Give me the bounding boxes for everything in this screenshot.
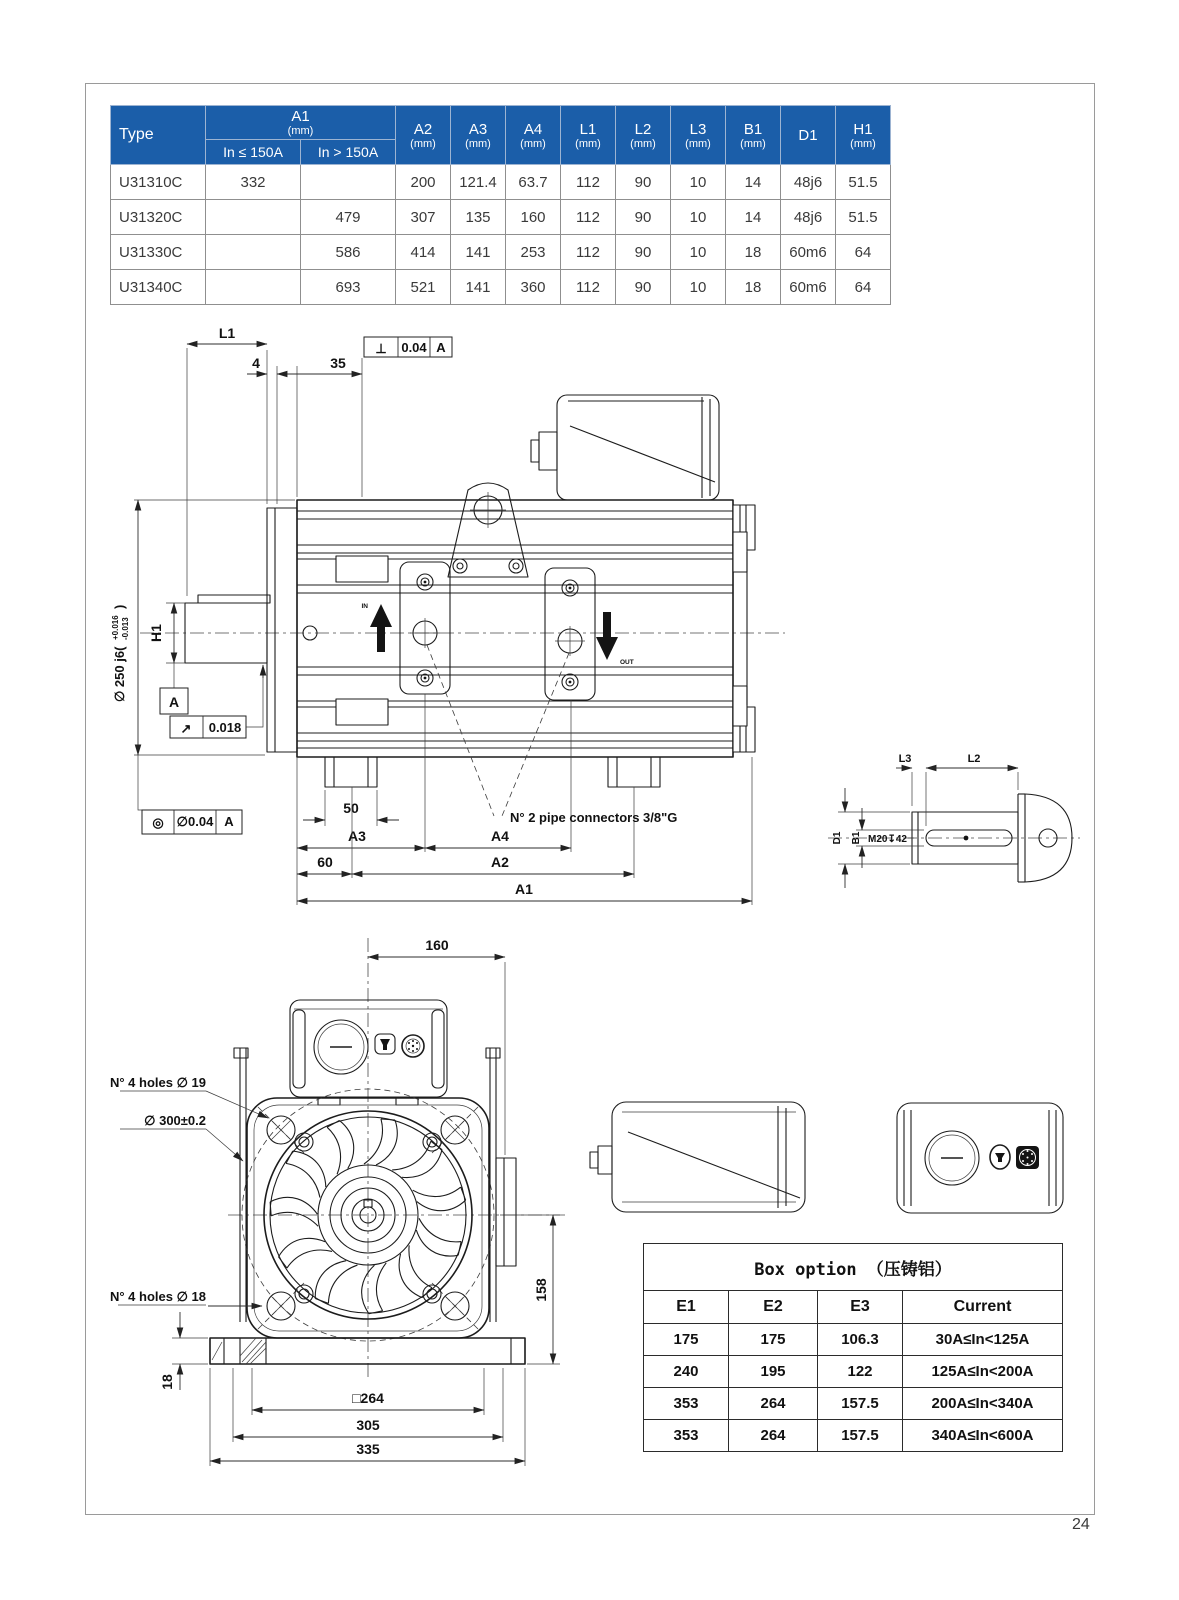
dim-l3-label: L3 [898,753,912,765]
table-row: 353 264 157.5 340A≤In<600A [644,1420,1063,1452]
cell-type: U31310C [111,165,206,200]
pipe-connector-plates [400,562,595,700]
col-header-a1 [206,106,396,140]
a1-unit: (mm) [287,124,314,137]
datum-a-label: A [168,694,180,710]
table-row: 240 195 122 125A≤In<200A [644,1356,1063,1388]
lifting-lug [448,483,528,577]
side-view-dimensions [111,325,752,905]
shaft-tolerance-upper: +0.016 [111,615,120,640]
tolerance-perpendicularity-symbol: ⊥ [375,341,387,356]
cell-type: U31330C [111,235,206,270]
dim-35-label: 35 [330,355,346,371]
box-option-title: Box option （压铸铝） [644,1244,1063,1291]
tolerance-perpendicularity-datum: A [436,340,446,355]
mounting-feet [325,757,660,787]
terminal-box-front-detail [897,1103,1063,1213]
col-header-l2: L2 (mm) [616,106,671,165]
motor-rear-end [733,505,755,752]
concentricity-value: ∅0.04 [176,814,214,829]
table-row: 175 175 106.3 30A≤In<125A [644,1324,1063,1356]
dim-a1-label: A1 [515,881,533,897]
tolerance-perpendicularity-value: 0.04 [401,340,427,355]
box-option-table [643,1243,1063,1452]
in-label: IN [361,603,368,610]
base-plate [210,1338,525,1364]
dim-50-label: 50 [343,800,359,816]
holes-18-note: N° 4 holes ∅ 18 [109,1289,206,1304]
dim-264-label: □264 [352,1390,384,1406]
dim-335-label: 335 [356,1441,380,1457]
dim-a2-label: A2 [491,854,509,870]
col-header-e1: E1 [644,1291,729,1324]
thread-depth-label: M20↧42 [868,834,907,845]
dim-305-label: 305 [356,1417,380,1433]
col-header-h1: H1 (mm) [836,106,891,165]
col-header-l1: L1 (mm) [561,106,616,165]
dimension-table [110,105,891,305]
table-row: U31310C 332 200 121.4 63.7 112 90 10 14 48j6 51.5 [111,165,891,200]
multipin-connector-icon [1016,1146,1039,1169]
dim-4-label: 4 [252,355,260,371]
dim-160-label: 160 [425,937,449,953]
col-subheader-in-gt-150: In > 150A [301,139,396,164]
concentricity-symbol: ◎ [152,815,164,830]
dim-l2-label: L2 [967,753,981,765]
pipe-connectors-note: N° 2 pipe connectors 3/8"G [510,810,678,825]
a1-label: A1 [291,107,310,125]
dim-b1-label: B1 [851,831,862,845]
runout-value: 0.018 [208,720,242,735]
col-header-a2: A2 (mm) [396,106,451,165]
page-number: 24 [1072,1516,1090,1533]
col-header-b1: B1 (mm) [726,106,781,165]
coolant-out-arrow [596,612,634,666]
coolant-in-arrow [362,603,393,652]
dim-l1-label: L1 [218,325,236,341]
col-header-type: Type [111,106,206,165]
front-view-dimensions [110,937,560,1466]
col-header-l3: L3 (mm) [671,106,726,165]
shaft-diameter-close: ) [112,604,127,609]
motor-front-view [110,937,565,1466]
col-header-e2: E2 [729,1291,818,1324]
col-header-a3: A3 (mm) [451,106,506,165]
col-header-e3: E3 [818,1291,903,1324]
table-row: U31320C 479 307 135 160 112 90 10 14 48j6 51.5 [111,200,891,235]
col-header-a4: A4 (mm) [506,106,561,165]
dim-158-label: 158 [533,1278,549,1302]
dim-60-label: 60 [317,854,333,870]
table-row: 353 264 157.5 200A≤In<340A [644,1388,1063,1420]
col-subheader-in-le-150: In ≤ 150A [206,139,301,164]
dim-a3-label: A3 [348,828,366,844]
dim-h1-label: H1 [148,624,164,642]
shaft-end-detail [828,753,1080,888]
concentricity-datum: A [224,814,234,829]
out-label: OUT [620,659,634,666]
cell-type: U31320C [111,200,206,235]
holes-19-note: N° 4 holes ∅ 19 [109,1075,206,1090]
dim-a4-label: A4 [491,828,509,844]
dim-18-label: 18 [159,1374,175,1390]
runout-symbol: ↗ [180,721,192,736]
dim-d1-label: D1 [832,831,843,845]
col-header-d1: D1 [781,106,836,165]
dia-300-note: ∅ 300±0.2 [144,1113,206,1128]
table-row: U31330C 586 414 141 253 112 90 10 18 60m6 64 [111,235,891,270]
cell-type: U31340C [111,270,206,305]
col-header-current: Current [903,1291,1063,1324]
shaft-tolerance-lower: -0.013 [121,617,130,640]
terminal-box-side-detail [590,1102,805,1212]
round-connector-icon [402,1035,424,1057]
table-row: U31340C 693 521 141 360 112 90 10 18 60m6 64 [111,270,891,305]
small-connector-icon [990,1145,1010,1169]
terminal-box-side [531,395,719,500]
motor-side-view [111,325,785,905]
shaft-diameter-label: ∅ 250 j6( [112,646,127,702]
